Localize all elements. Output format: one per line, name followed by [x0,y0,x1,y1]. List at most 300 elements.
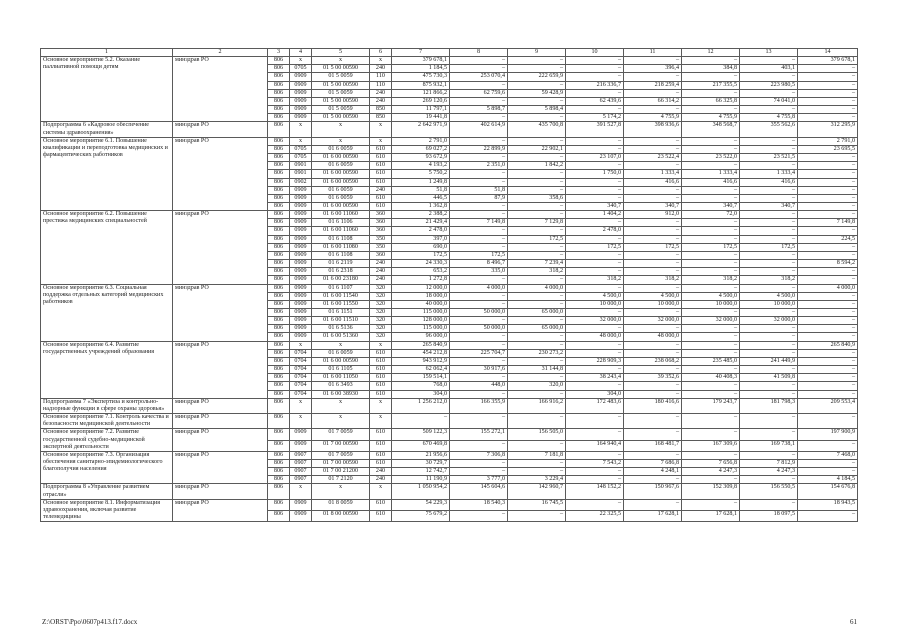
amount-cell: 223 980,5 [740,81,798,89]
amount-cell: 1 272,8 [392,276,450,284]
amount-cell: 446,5 [392,194,450,202]
budget-code-cell: 01 6 1151 [312,309,370,317]
amount-cell: 2 642 971,9 [392,122,450,137]
budget-code-cell: 610 [370,429,392,440]
amount-cell: 912,0 [624,211,682,219]
budget-code-cell: 806 [268,186,290,194]
responsible-executor: минздрав РО [173,398,268,413]
budget-code-cell: 610 [370,194,392,202]
amount-cell: 48 000,0 [566,333,624,341]
budget-code-cell: 0909 [290,227,312,235]
amount-cell: 454 212,8 [392,349,450,357]
amount-cell: – [682,366,740,374]
budget-code-cell: 0907 [290,451,312,459]
amount-cell: 24 330,3 [392,260,450,268]
amount-cell: 12 742,7 [392,468,450,476]
budget-code-cell: 240 [370,97,392,105]
amount-cell: 121 866,2 [392,89,450,97]
amount-cell: 4 755,8 [740,114,798,122]
amount-cell: – [624,186,682,194]
budget-code-cell: 0909 [290,251,312,259]
table-row [41,137,858,145]
amount-cell: 10 000,0 [682,300,740,308]
budget-code-cell: 0909 [290,510,312,521]
budget-code-cell: 0907 [290,459,312,467]
amount-cell: 2 478,0 [392,227,450,235]
amount-cell: 16 745,5 [508,499,566,510]
amount-cell: – [682,227,740,235]
amount-cell: – [508,292,566,300]
amount-cell: 21 956,6 [392,451,450,459]
amount-cell: 402 614,9 [450,122,508,137]
amount-cell: 156 505,0 [508,429,566,440]
amount-cell: – [740,186,798,194]
amount-cell: 2 791,0 [392,137,450,145]
amount-cell: 475 730,3 [392,73,450,81]
budget-code-cell: 806 [268,366,290,374]
column-number: 2 [173,49,268,57]
budget-code-cell: 01 6 0059 [312,162,370,170]
budget-code-cell: 806 [268,81,290,89]
amount-cell: – [798,227,858,235]
budget-code-cell: 01 5 00 00590 [312,81,370,89]
budget-code-cell: 01 5 00 00590 [312,97,370,105]
amount-cell: 69 027,2 [392,145,450,153]
amount-cell: – [798,414,858,429]
amount-cell: – [740,414,798,429]
budget-code-cell: x [370,398,392,413]
amount-cell: 318,2 [508,268,566,276]
amount-cell: 169 738,1 [740,440,798,451]
amount-cell: – [798,162,858,170]
budget-code-cell: 806 [268,97,290,105]
budget-code-cell: 0705 [290,65,312,73]
budget-code-cell: 01 6 00 11550 [312,300,370,308]
budget-code-cell: 610 [370,382,392,390]
budget-code-cell: 806 [268,170,290,178]
amount-cell: 167 309,6 [682,440,740,451]
budget-code-cell: 806 [268,325,290,333]
amount-cell: – [566,194,624,202]
budget-code-cell: 01 6 0059 [312,186,370,194]
amount-cell: 1 333,4 [624,170,682,178]
amount-cell: 304,0 [566,390,624,398]
responsible-executor: минздрав РО [173,57,268,122]
amount-cell: – [508,170,566,178]
amount-cell: – [682,414,740,429]
amount-cell: 348 568,7 [682,122,740,137]
amount-cell: 265 840,9 [798,341,858,349]
amount-cell: 17 628,1 [682,510,740,521]
budget-code-cell: 0705 [290,145,312,153]
budget-code-cell: x [370,57,392,65]
amount-cell: 7 468,0 [798,451,858,459]
budget-code-cell: 806 [268,145,290,153]
amount-cell: 50 000,0 [450,309,508,317]
budget-code-cell: 806 [268,499,290,510]
amount-cell: – [566,468,624,476]
amount-cell: – [624,341,682,349]
amount-cell: 32 000,0 [682,317,740,325]
amount-cell: 19 441,8 [392,114,450,122]
amount-cell: 32 000,0 [566,317,624,325]
budget-code-cell: 0705 [290,154,312,162]
amount-cell: 156 550,5 [740,484,798,499]
budget-code-cell: 806 [268,284,290,292]
budget-code-cell: 0909 [290,186,312,194]
amount-cell: – [798,251,858,259]
amount-cell: – [508,65,566,73]
budget-code-cell: 350 [370,243,392,251]
amount-cell: 115 000,0 [392,325,450,333]
budget-code-cell: 01 6 00 00590 [312,357,370,365]
amount-cell: 241 449,9 [740,357,798,365]
amount-cell: – [624,451,682,459]
amount-cell: – [740,499,798,510]
budget-code-cell: 0907 [290,468,312,476]
budget-code-cell: 01 5 0059 [312,106,370,114]
amount-cell: – [566,73,624,81]
amount-cell: 238 068,2 [624,357,682,365]
amount-cell: – [798,243,858,251]
budget-code-cell: 806 [268,65,290,73]
budget-code-cell: x [290,122,312,137]
amount-cell: – [682,194,740,202]
amount-cell: 2 791,0 [798,137,858,145]
amount-cell: – [798,325,858,333]
budget-code-cell: 0909 [290,440,312,451]
table-row [41,451,858,459]
budget-code-cell: 806 [268,459,290,467]
budget-code-cell: 360 [370,219,392,227]
responsible-executor: минздрав РО [173,451,268,484]
program-name: Основное мероприятие 7.1. Контроль качества и безопасности медицинской деятельности [41,414,173,429]
amount-cell: 54 229,3 [392,499,450,510]
amount-cell: 145 604,6 [450,484,508,499]
responsible-executor: минздрав РО [173,499,268,521]
amount-cell: – [624,429,682,440]
budget-table [40,48,858,522]
amount-cell: – [624,227,682,235]
budget-code-cell: 806 [268,349,290,357]
amount-cell: 398 936,6 [624,122,682,137]
amount-cell: 509 122,3 [392,429,450,440]
amount-cell: 4 000,0 [798,284,858,292]
program-name: Основное мероприятие 7.3. Организация обеспечения санитарно-эпидемиологического благополучия населения [41,451,173,484]
amount-cell: – [682,145,740,153]
column-number: 9 [508,49,566,57]
budget-code-cell: 610 [370,440,392,451]
amount-cell: 40 408,3 [682,374,740,382]
budget-code-cell: 320 [370,317,392,325]
amount-cell: – [740,89,798,97]
amount-cell: – [682,499,740,510]
budget-code-cell: 01 6 1105 [312,366,370,374]
program-name: Основное мероприятие 8.1. Информатизация здравоохранения, включая развитие телемедицины [41,499,173,521]
budget-code-cell: 01 7 2120 [312,476,370,484]
amount-cell: – [508,202,566,210]
amount-cell: 7 239,4 [508,260,566,268]
budget-code-cell: 850 [370,106,392,114]
amount-cell: – [740,235,798,243]
amount-cell: – [682,325,740,333]
amount-cell: 5 174,2 [566,114,624,122]
amount-cell: – [624,235,682,243]
budget-code-cell: 01 6 1107 [312,284,370,292]
amount-cell: 7 656,8 [682,459,740,467]
amount-cell: 168 481,7 [624,440,682,451]
amount-cell: – [682,333,740,341]
amount-cell: – [798,510,858,521]
amount-cell: – [508,57,566,65]
amount-cell: – [740,309,798,317]
budget-code-cell: 240 [370,476,392,484]
amount-cell: – [682,451,740,459]
amount-cell: – [740,57,798,65]
amount-cell: 172,5 [740,243,798,251]
amount-cell: 318,2 [682,276,740,284]
amount-cell: 5 898,4 [508,106,566,114]
budget-code-cell: 610 [370,451,392,459]
budget-code-cell: 01 6 00 11060 [312,211,370,219]
column-number-row [41,49,858,57]
amount-cell: 1 362,8 [392,202,450,210]
amount-cell: 66 314,2 [624,97,682,105]
budget-code-cell: 610 [370,178,392,186]
amount-cell: – [740,476,798,484]
budget-code-cell: 240 [370,468,392,476]
amount-cell: – [798,114,858,122]
amount-cell: – [566,260,624,268]
amount-cell: 4 000,0 [508,284,566,292]
budget-code-cell: 806 [268,451,290,459]
budget-code-cell: 0909 [290,268,312,276]
amount-cell: – [740,137,798,145]
amount-cell: 391 527,8 [566,122,624,137]
budget-code-cell: 320 [370,309,392,317]
amount-cell: 172 483,6 [566,398,624,413]
amount-cell: 690,0 [392,243,450,251]
column-number: 4 [290,49,312,57]
amount-cell: 1 249,8 [392,178,450,186]
amount-cell: – [740,268,798,276]
budget-code-cell: 01 7 00 00590 [312,440,370,451]
amount-cell: – [450,390,508,398]
budget-code-cell: 01 5 0059 [312,89,370,97]
table-row [41,484,858,499]
budget-code-cell: 806 [268,154,290,162]
amount-cell: – [566,349,624,357]
amount-cell: 172,5 [392,251,450,259]
budget-code-cell: 610 [370,349,392,357]
amount-cell: 358,6 [508,194,566,202]
amount-cell: – [624,89,682,97]
table-row [41,211,858,219]
budget-code-cell: 806 [268,260,290,268]
budget-code-cell: 0909 [290,429,312,440]
amount-cell: 172,5 [624,243,682,251]
amount-cell: 318,2 [624,276,682,284]
budget-code-cell: 0909 [290,81,312,89]
budget-code-cell: 0909 [290,194,312,202]
amount-cell: – [450,81,508,89]
budget-code-cell: 01 7 00 00590 [312,459,370,467]
amount-cell: – [798,106,858,114]
amount-cell: – [798,186,858,194]
amount-cell: – [508,251,566,259]
budget-code-cell: x [370,341,392,349]
amount-cell: 448,0 [450,382,508,390]
amount-cell: – [798,317,858,325]
amount-cell: – [508,81,566,89]
amount-cell: – [740,260,798,268]
budget-code-cell: x [312,122,370,137]
budget-code-cell: 0902 [290,178,312,186]
budget-code-cell: 806 [268,219,290,227]
amount-cell: 312 295,9 [798,122,858,137]
amount-cell: 159 514,1 [392,374,450,382]
budget-code-cell: 610 [370,162,392,170]
budget-code-cell: 610 [370,366,392,374]
amount-cell: – [798,65,858,73]
amount-cell: 39 352,6 [624,374,682,382]
amount-cell: – [508,440,566,451]
budget-code-cell: 806 [268,440,290,451]
amount-cell: – [624,325,682,333]
amount-cell: 172,5 [450,251,508,259]
budget-code-cell: 806 [268,414,290,429]
amount-cell: 340,7 [624,202,682,210]
amount-cell: 379 678,1 [392,57,450,65]
amount-cell: – [624,366,682,374]
budget-code-cell: 0907 [290,476,312,484]
budget-code-cell: 01 8 0059 [312,499,370,510]
amount-cell: 72,0 [682,211,740,219]
budget-code-cell: 350 [370,235,392,243]
amount-cell: 7 543,2 [566,459,624,467]
amount-cell: 18 540,3 [450,499,508,510]
amount-cell: 217 355,5 [682,81,740,89]
budget-code-cell: 0909 [290,276,312,284]
table-row [41,499,858,510]
budget-code-cell: 806 [268,309,290,317]
amount-cell: – [508,276,566,284]
amount-cell: 59 428,9 [508,89,566,97]
amount-cell: 22 902,1 [508,145,566,153]
budget-code-cell: x [290,484,312,499]
budget-code-cell: 0909 [290,300,312,308]
amount-cell: 7 812,9 [740,459,798,467]
budget-code-cell: 0909 [290,499,312,510]
amount-cell: 23 522,0 [682,154,740,162]
amount-cell: 10 000,0 [566,300,624,308]
budget-code-cell: 806 [268,300,290,308]
amount-cell: – [682,57,740,65]
column-number: 1 [41,49,173,57]
responsible-executor: минздрав РО [173,341,268,398]
amount-cell: – [450,211,508,219]
budget-code-cell: x [312,414,370,429]
amount-cell: – [798,333,858,341]
budget-code-cell: 01 6 1108 [312,235,370,243]
amount-cell: – [798,309,858,317]
amount-cell: – [740,73,798,81]
amount-cell: – [682,260,740,268]
amount-cell: 172,5 [508,235,566,243]
budget-code-cell: 0909 [290,284,312,292]
amount-cell: 23 522,4 [624,154,682,162]
budget-code-cell: 360 [370,251,392,259]
budget-code-cell: x [370,414,392,429]
budget-code-cell: 806 [268,114,290,122]
amount-cell: – [682,89,740,97]
amount-cell: 74 041,0 [740,97,798,105]
amount-cell: 416,6 [740,178,798,186]
amount-cell: – [508,186,566,194]
budget-code-cell: 01 6 00 11080 [312,243,370,251]
budget-code-cell: x [290,398,312,413]
budget-code-cell: 0704 [290,382,312,390]
budget-code-cell: x [290,57,312,65]
amount-cell: – [682,235,740,243]
amount-cell: 4 184,5 [798,476,858,484]
budget-code-cell: 806 [268,194,290,202]
amount-cell: 4 247,3 [682,468,740,476]
amount-cell: 142 960,7 [508,484,566,499]
amount-cell: – [740,451,798,459]
budget-code-cell: 806 [268,57,290,65]
budget-code-cell: 806 [268,333,290,341]
amount-cell: 22 899,9 [450,145,508,153]
amount-cell: 148 152,2 [566,484,624,499]
budget-code-cell: 01 6 00 11060 [312,227,370,235]
amount-cell: 4 500,0 [566,292,624,300]
amount-cell: – [450,276,508,284]
budget-code-cell: x [312,57,370,65]
amount-cell: – [566,366,624,374]
responsible-executor: минздрав РО [173,122,268,137]
budget-code-cell: 01 6 00 00590 [312,170,370,178]
responsible-executor: минздрав РО [173,284,268,341]
budget-code-cell: x [290,341,312,349]
budget-code-cell: 0909 [290,243,312,251]
amount-cell: 23 107,0 [566,154,624,162]
budget-code-cell: 0704 [290,374,312,382]
amount-cell: 164 940,4 [566,440,624,451]
amount-cell: – [682,162,740,170]
amount-cell: – [450,243,508,251]
amount-cell: 155 272,1 [450,429,508,440]
program-name: Основное мероприятие 5.2. Оказание паллиативной помощи детям [41,57,173,122]
budget-code-cell: 01 7 00 21200 [312,468,370,476]
amount-cell: – [508,243,566,251]
amount-cell: 38 243,4 [566,374,624,382]
amount-cell: – [624,162,682,170]
budget-code-cell: 01 6 00 11510 [312,317,370,325]
amount-cell: 51,8 [450,186,508,194]
amount-cell: – [508,468,566,476]
amount-cell: – [508,227,566,235]
budget-code-cell: 01 6 00 11540 [312,292,370,300]
budget-code-cell: 806 [268,292,290,300]
program-name: Основное мероприятие 6.2. Повышение престижа медицинских специальностей [41,211,173,284]
amount-cell: 225 704,7 [450,349,508,357]
amount-cell: 224,5 [798,235,858,243]
budget-code-cell: 610 [370,357,392,365]
amount-cell: 62 439,6 [566,97,624,105]
amount-cell: – [740,284,798,292]
amount-cell: – [624,476,682,484]
